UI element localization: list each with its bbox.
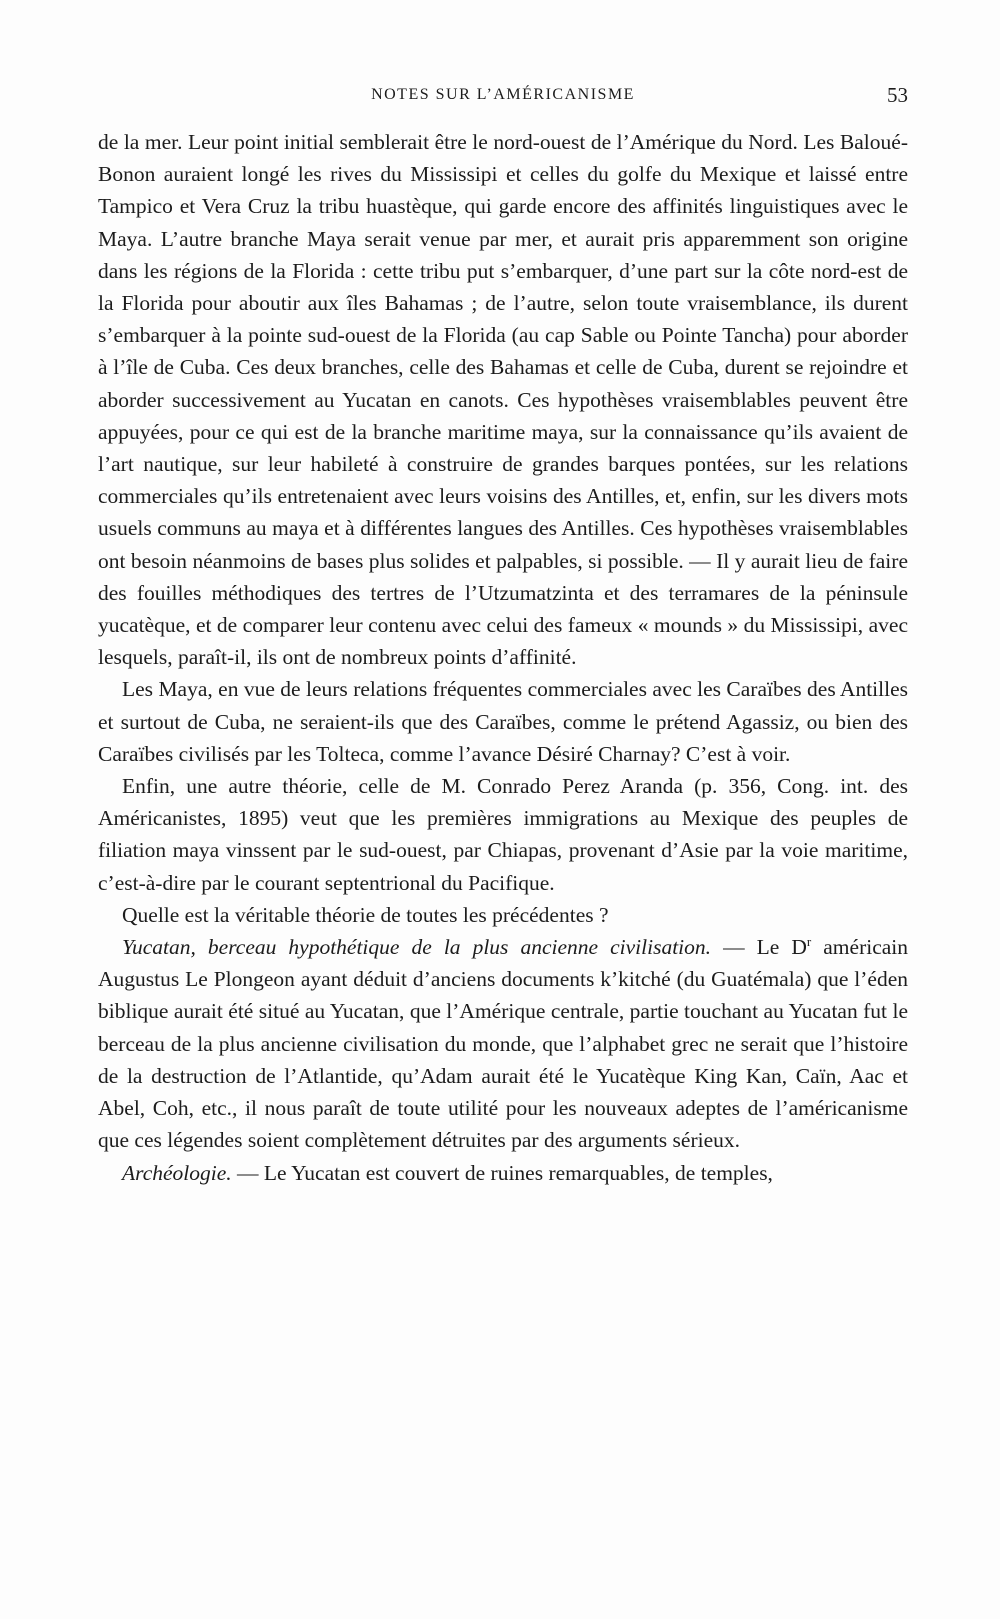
running-title: NOTES SUR L’AMÉRICANISME [371, 86, 635, 103]
paragraph-perez-aranda-theory: Enfin, une autre théorie, celle de M. Conrado Perez Aranda (p. 356, Cong. int. des Américanistes, 1895) veut que les premières immigrations au Mexique des peuples de filiation maya vinssent par le sud-ouest, par Chiapas, provenant d’Asie par la voie maritime, c’est-à-dire par le courant septentrional du Pacifique. [98, 774, 908, 895]
paragraph-maya-caraibes: Les Maya, en vue de leurs relations fréquentes commerciales avec les Caraïbes des Antilles et surtout de Cuba, ne seraient-ils que des Caraïbes, comme le prétend Agassiz, ou bien des Caraïbes civilisés par les Tolteca, comme l’avance Désiré Charnay? C’est à voir. [98, 677, 908, 766]
section-heading-archeologie: Archéologie. [122, 1160, 232, 1185]
paragraph-archeologie-text: Le Yucatan est couvert de ruines remarquables, de temples, [263, 1160, 773, 1185]
paragraph-archeologie [98, 1157, 908, 1189]
running-head [98, 83, 908, 112]
section-heading-yucatan: Yucatan, berceau hypothétique de la plus ancienne civilisation. [122, 935, 712, 960]
body-text [98, 126, 908, 1189]
doctor-superscript: r [806, 933, 812, 949]
paragraph-continuation: de la mer. Leur point initial semblerait être le nord-ouest de l’Amérique du Nord. Les Baloué-Bonon auraient longé les rives du Mississipi et celles du golfe du Mexique et laissé entre Tampico et Vera Cruz la tribu huastèque, qui garde encore des affinités linguistiques avec le Maya. L’autre branche Maya serait venue par mer, et aurait pris apparemment son origine dans les régions de la Florida : cette tribu put s’embarquer, d’une part sur la côte nord-est de la Florida pour aboutir aux îles Bahamas ; de l’autre, selon toute vraisemblance, ils durent s’embarquer à la pointe sud-ouest de la Florida (au cap Sable ou Pointe Tancha) pour aborder à l’île de Cuba. Ces deux branches, celle des Bahamas et celle de Cuba, durent se rejoindre et aborder successivement au Yucatan en canots. Ces hypothèses vraisemblables peuvent être appuyées, pour ce qui est de la branche maritime maya, sur la connaissance qu’ils avaient de l’art nautique, sur leur habileté à construire de grandes barques pontées, sur les relations commerciales qu’ils entretenaient avec leurs voisins des Antilles, et, enfin, sur les divers mots usuels communs au maya et à différentes langues des Antilles. Ces hypothèses vraisemblables ont besoin néanmoins de bases plus solides et palpables, si possible. — Il y aurait lieu de faire des fouilles méthodiques des tertres de l’Utzumatzinta et des terramares de la péninsule yucatèque, et de comparer leur contenu avec celui des fameux « mounds » du Mississipi, avec lesquels, paraît-il, ils ont de nombreux points d’affinité. [98, 130, 908, 670]
page-number: 53 [887, 83, 908, 107]
doctor-abbrev: Le D [756, 935, 807, 960]
em-dash: — [711, 935, 757, 960]
paragraph-yucatan-text: américain Augustus Le Plongeon ayant déduit d’anciens documents k’kitché (du Guatémala) que l’éden biblique aurait été situé au Yucatan, que l’Amérique centrale, partie touchant au Yucatan fut le berceau de la plus ancienne civilisation du monde, que l’alphabet grec ne serait que l’histoire de la destruction de l’Atlantide, qu’Adam aurait été le Yucatèque King Kan, Caïn, Aac et Abel, Coh, etc., il nous paraît de toute utilité pour les nouveaux adeptes de l’américanisme que ces légendes soient complètement détruites par des arguments sérieux. [98, 935, 909, 1153]
paragraph-question: Quelle est la véritable théorie de toutes les précédentes ? [122, 902, 609, 927]
paragraph-yucatan-berceau [98, 931, 908, 1156]
em-dash: — [231, 1160, 264, 1185]
